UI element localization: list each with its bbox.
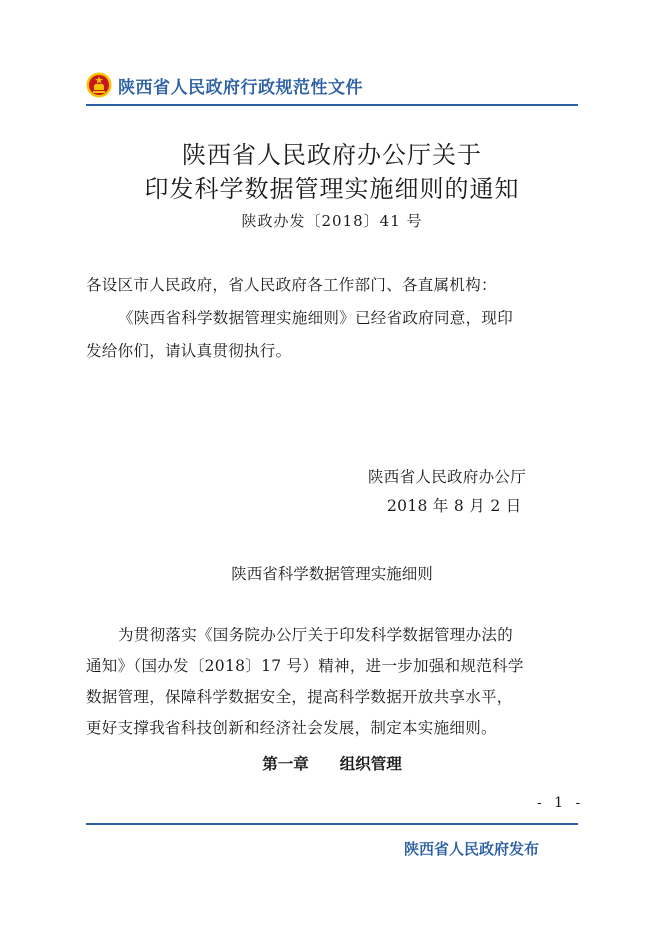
chapter-heading: 第一章 组织管理 — [262, 755, 402, 773]
issue-date: 2018 年 8 月 2 日 — [387, 497, 522, 515]
rules-title: 陕西省科学数据管理实施细则 — [231, 565, 433, 583]
issuer: 陕西省人民政府办公厅 — [368, 468, 527, 486]
paragraph-line-1: 为贯彻落实《国务院办公厅关于印发科学数据管理办法的 — [118, 626, 514, 644]
paragraph-line-2: 通知》（国办发〔2018〕17 号）精神，进一步加强和规范科学 — [86, 657, 524, 675]
header-title: 陕西省人民政府行政规范性文件 — [118, 77, 363, 98]
footer-publisher: 陕西省人民政府发布 — [403, 840, 539, 858]
body-line-2: 发给你们，请认真贯彻执行。 — [86, 342, 292, 360]
header-divider — [86, 104, 578, 106]
document-title-line-1: 陕西省人民政府办公厅关于 — [182, 141, 482, 169]
document-header — [86, 70, 363, 100]
paragraph-line-4: 更好支撑我省科技创新和经济社会发展，制定本实施细则。 — [86, 719, 497, 737]
national-emblem-icon — [86, 72, 112, 98]
page-number: - 1 - — [537, 795, 585, 811]
paragraph-line-3: 数据管理，保障科学数据安全，提高科学数据开放共享水平， — [86, 688, 513, 706]
body-line-1: 《陕西省科学数据管理实施细则》已经省政府同意，现印 — [118, 309, 514, 327]
document-title-line-2: 印发科学数据管理实施细则的通知 — [144, 175, 520, 203]
addressee: 各设区市人民政府，省人民政府各工作部门、各直属机构： — [86, 276, 497, 294]
footer-divider — [86, 823, 578, 825]
document-number: 陕政办发〔2018〕41 号 — [241, 212, 423, 230]
